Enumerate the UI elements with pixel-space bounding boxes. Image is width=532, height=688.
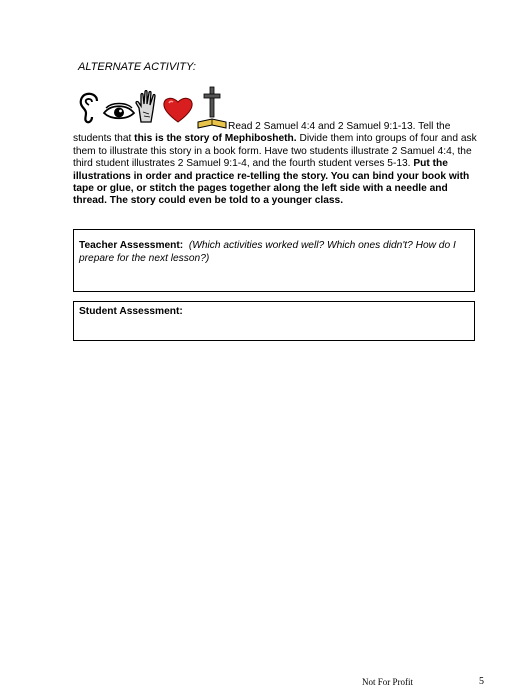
paragraph-bold-2: Put the illustrations in order and practice re-telling the story. You can bind your book with tape or glue, or stitch the pages together along the left side with a needle and thread. The story could even be told to a younger class. bbox=[73, 158, 470, 207]
activity-paragraph bbox=[73, 121, 483, 208]
student-assessment-label: Student Assessment: bbox=[79, 306, 183, 317]
page-number: 5 bbox=[479, 676, 484, 687]
ear-icon bbox=[78, 92, 102, 124]
paragraph-text-2: Divide them into groups of four and ask them to illustrate this story in a book form. Have two students illustrate 2 Samuel 4:4, the third student illustrates 2 Samuel 9:1-4, and the fourth student verses 5-13. bbox=[73, 133, 477, 170]
paragraph-bold-1: this is the story of Mephibosheth. bbox=[134, 133, 297, 145]
teacher-assessment-prompt: (Which activities worked well? Which ones didn't? How do I prepare for the next lesson?) bbox=[79, 240, 456, 264]
teacher-assessment-label: Teacher Assessment: bbox=[79, 240, 184, 251]
paragraph-text-1: Read 2 Samuel 4:4 and 2 Samuel 9:1-13. Tell the students that bbox=[73, 121, 451, 145]
eye-icon bbox=[102, 102, 136, 122]
hand-icon bbox=[134, 90, 160, 124]
teacher-assessment-box[interactable] bbox=[73, 229, 475, 292]
student-assessment-box[interactable] bbox=[73, 301, 475, 341]
footer-text: Not For Profit bbox=[362, 677, 414, 687]
heart-icon bbox=[162, 96, 194, 124]
activity-heading: ALTERNATE ACTIVITY: bbox=[78, 61, 196, 73]
